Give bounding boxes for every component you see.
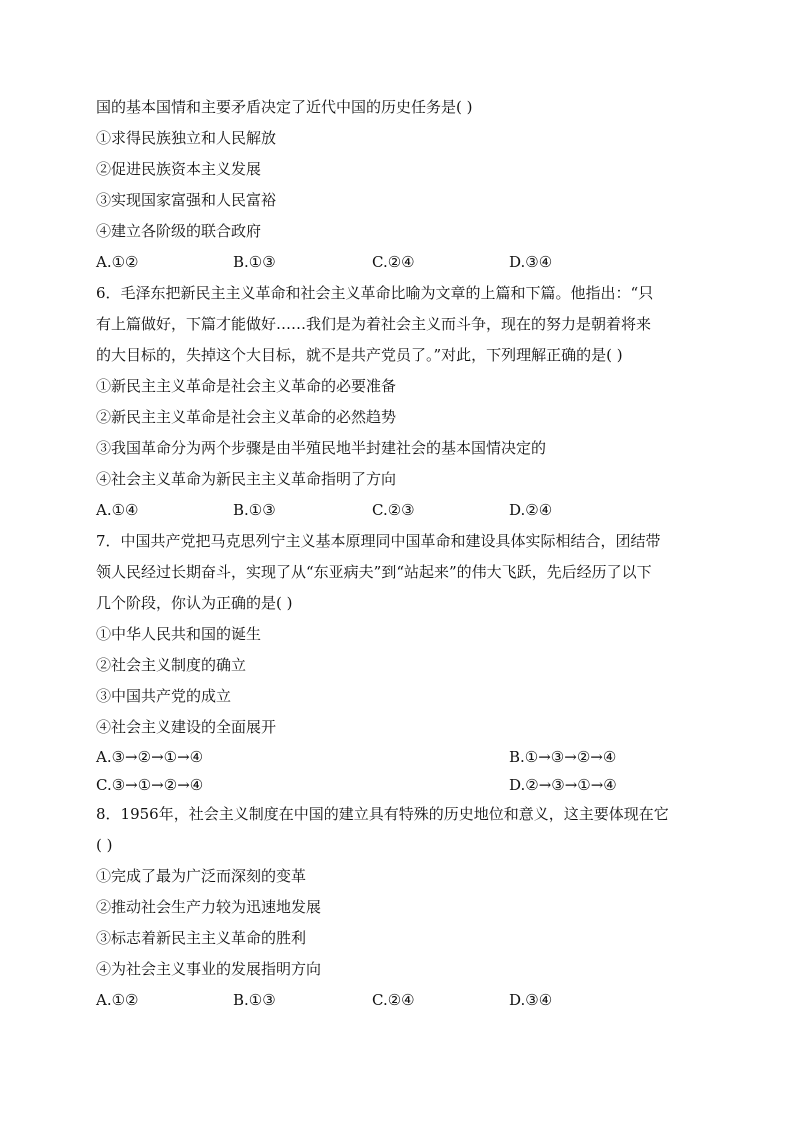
statement-item: ③中国共产党的成立 [96, 687, 232, 705]
question-stem: 国的基本国情和主要矛盾决定了近代中国的历史任务是( ) [96, 98, 473, 116]
statement-item: ③标志着新民主主义革命的胜利 [96, 929, 307, 947]
option-a[interactable]: A.①② [96, 991, 139, 1009]
question-7 [96, 526, 700, 799]
question-5 [96, 92, 700, 278]
question-6 [96, 278, 700, 526]
option-a[interactable]: A.①② [96, 253, 139, 271]
option-a[interactable]: A.③→②→①→④ [96, 748, 204, 766]
statement-item: ②社会主义制度的确立 [96, 656, 247, 674]
option-d[interactable]: D.③④ [509, 991, 553, 1009]
option-c[interactable]: C.③→①→②→④ [96, 776, 204, 794]
answer-options-row-2 [96, 771, 700, 799]
answer-options [96, 247, 700, 278]
option-d[interactable]: D.②④ [509, 501, 553, 519]
option-d[interactable]: D.③④ [509, 253, 553, 271]
statement-item: ③我国革命分为两个步骤是由半殖民地半封建社会的基本国情决定的 [96, 439, 547, 457]
statement-item: ②新民主主义革命是社会主义革命的必然趋势 [96, 408, 397, 426]
statement-item: ④为社会主义事业的发展指明方向 [96, 960, 322, 978]
option-d[interactable]: D.②→③→①→④ [509, 776, 617, 794]
statement-item: ①新民主主义革命是社会主义革命的必要准备 [96, 377, 397, 395]
statement-item: ②促进民族资本主义发展 [96, 160, 262, 178]
question-stem: 8．1956年，社会主义制度在中国的建立具有特殊的历史地位和意义，这主要体现在它 [96, 805, 669, 823]
option-b[interactable]: B.①③ [233, 253, 276, 271]
option-a[interactable]: A.①④ [96, 501, 139, 519]
option-c[interactable]: C.②④ [372, 991, 415, 1009]
answer-options [96, 985, 700, 1016]
statement-item: ①中华人民共和国的诞生 [96, 625, 262, 643]
statement-item: ④社会主义建设的全面展开 [96, 718, 277, 736]
option-b[interactable]: B.①③ [233, 501, 276, 519]
answer-options-row-1 [96, 743, 700, 771]
option-b[interactable]: B.①③ [233, 991, 276, 1009]
question-stem: 领人民经过长期奋斗，实现了从“东亚病夫”到“站起来”的伟大飞跃，先后经历了以下 [96, 563, 652, 581]
statement-item: ④建立各阶级的联合政府 [96, 222, 262, 240]
statement-item: ③实现国家富强和人民富裕 [96, 191, 277, 209]
exam-page [96, 92, 700, 1016]
option-c[interactable]: C.②④ [372, 253, 415, 271]
statement-item: ①求得民族独立和人民解放 [96, 129, 277, 147]
question-stem: ( ) [96, 836, 113, 854]
question-8 [96, 799, 700, 1016]
statement-item: ④社会主义革命为新民主主义革命指明了方向 [96, 470, 397, 488]
question-stem: 7．中国共产党把马克思列宁主义基本原理同中国革命和建设具体实际相结合，团结带 [96, 532, 661, 550]
statement-item: ①完成了最为广泛而深刻的变革 [96, 867, 307, 885]
option-c[interactable]: C.②③ [372, 501, 415, 519]
statement-item: ②推动社会生产力较为迅速地发展 [96, 898, 322, 916]
question-stem: 有上篇做好，下篇才能做好……我们是为着社会主义而斗争，现在的努力是朝着将来 [96, 315, 652, 333]
option-b[interactable]: B.①→③→②→④ [509, 748, 617, 766]
question-stem: 的大目标的，失掉这个大目标，就不是共产党员了。”对此，下列理解正确的是( ) [96, 346, 623, 364]
question-stem: 几个阶段，你认为正确的是( ) [96, 594, 293, 612]
question-stem: 6．毛泽东把新民主主义革命和社会主义革命比喻为文章的上篇和下篇。他指出：“只 [96, 284, 654, 302]
answer-options [96, 495, 700, 526]
